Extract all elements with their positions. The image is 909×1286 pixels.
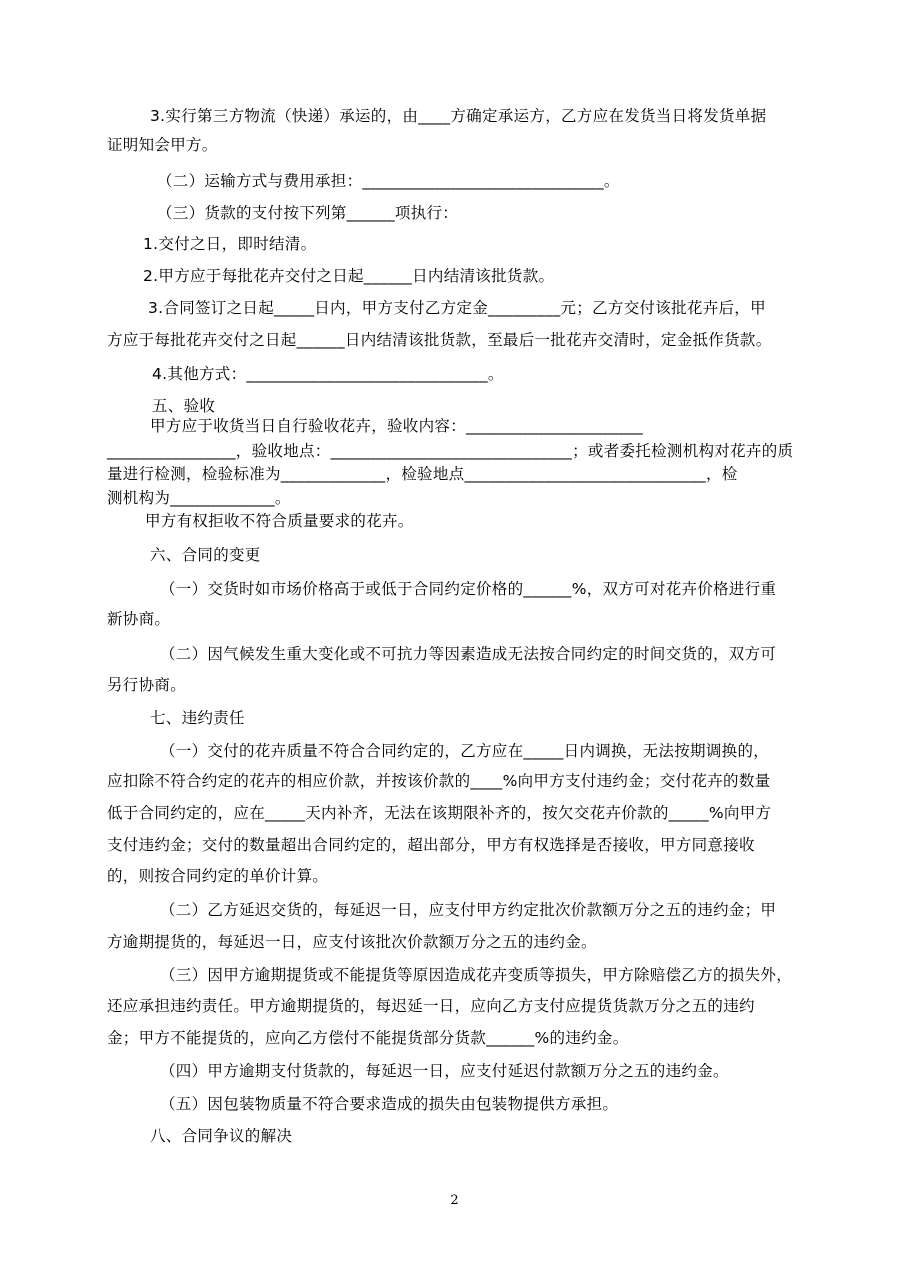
page-number: 2 — [450, 1193, 459, 1208]
section-heading-5: 五、验收 — [152, 397, 216, 415]
para-line-20: 另行协商。 — [107, 676, 187, 694]
para-line-8: 方应于每批花卉交付之日起______日内结清该批货款，至最后一批花卉交清时，定金抵作货款。 — [107, 331, 772, 349]
para-line-7: 3.合同签订之日起_____日内，甲方支付乙方定金_________元；乙方交付该批花卉后，甲 — [148, 299, 766, 317]
para-line-3: （二）运输方式与费用承担：______________________________。 — [157, 172, 620, 190]
para-line-30: 还应承担违约责任。甲方逾期提货的，每迟延一日，应向乙方支付应提货货款万分之五的违约 — [107, 997, 755, 1015]
para-line-5: 1.交付之日，即时结清。 — [143, 235, 317, 253]
para-line-26: 的，则按合同约定的单价计算。 — [107, 867, 329, 885]
para-line-15: 甲方有权拒收不符合质量要求的花卉。 — [145, 512, 414, 530]
para-line-9: 4.其他方式：______________________________。 — [152, 365, 504, 383]
para-line-24: 低于合同约定的，应在_____天内补齐，无法在该期限补齐的，按欠交花卉价款的_____%向甲方 — [107, 804, 772, 822]
section-heading-7: 七、违约责任 — [150, 709, 245, 727]
para-line-2: 证明知会甲方。 — [107, 136, 218, 154]
para-line-18: 新协商。 — [107, 610, 171, 628]
para-line-4: （三）货款的支付按下列第______项执行： — [157, 204, 459, 222]
para-line-27: （二）乙方延迟交货的，每延迟一日，应支付甲方约定批次价款额万分之五的违约金；甲 — [160, 901, 777, 919]
para-line-25: 支付违约金；交付的数量超出合同约定的，超出部分，甲方有权选择是否接收，甲方同意接收 — [107, 836, 755, 854]
para-line-17: （一）交货时如市场价格高于或低于合同约定价格的______%，双方可对花卉价格进行重 — [160, 580, 777, 598]
para-line-28: 方逾期提货的，每延迟一日，应支付该批次价款额万分之五的违约金。 — [107, 933, 597, 951]
para-line-32: （四）甲方逾期支付货款的，每延迟一日，应支付延迟付款额万分之五的违约金。 — [160, 1062, 729, 1080]
para-line-31: 金；甲方不能提货的，应向乙方偿付不能提货部分货款______%的违约金。 — [107, 1029, 629, 1047]
para-line-14: 测机构为_____________。 — [107, 489, 291, 507]
section-heading-6: 六、合同的变更 — [150, 546, 261, 564]
para-line-22: （一）交付的花卉质量不符合合同约定的，乙方应在_____日内调换，无法按期调换的， — [160, 742, 770, 760]
para-line-13: 量进行检测，检验标准为_____________，检验地点______________________________，检 — [107, 465, 738, 483]
para-line-12: ________________，验收地点：______________________________；或者委托检测机构对花卉的质 — [107, 442, 794, 460]
section-heading-8: 八、合同争议的解决 — [150, 1127, 293, 1145]
para-line-11: 甲方应于收货当日自行验收花卉，验收内容：______________________ — [150, 417, 644, 435]
para-line-33: （五）因包装物质量不符合要求造成的损失由包装物提供方承担。 — [160, 1095, 619, 1113]
para-line-19: （二）因气候发生重大变化或不可抗力等因素造成无法按合同约定的时间交货的，双方可 — [160, 645, 777, 663]
para-line-6: 2.甲方应于每批花卉交付之日起______日内结清该批货款。 — [143, 267, 555, 285]
para-line-1: 3.实行第三方物流（快递）承运的，由____方确定承运方，乙方应在发货当日将发货单据 — [150, 107, 767, 125]
para-line-29: （三）因甲方逾期提货或不能提货等原因造成花卉变质等损失，甲方除赔偿乙方的损失外， — [160, 966, 793, 984]
para-line-23: 应扣除不符合约定的花卉的相应价款，并按该价款的____%向甲方支付违约金；交付花卉的数量 — [107, 772, 771, 790]
